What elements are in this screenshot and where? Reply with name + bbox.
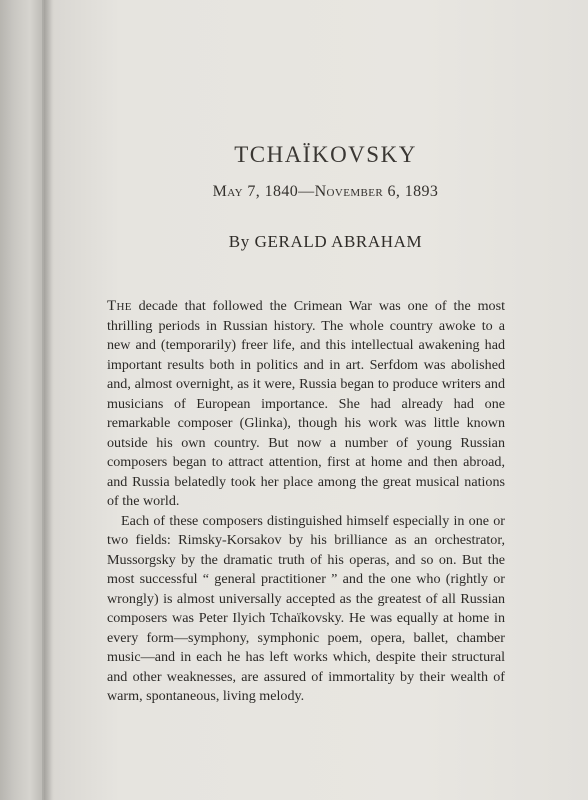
book-page	[48, 0, 588, 800]
paragraph-text: Each of these composers distinguished himself especially in one or two fields: Rimsky-Korsakov by his brilliance as an orchestrator, Mussorgsky by the dramatic truth of his operas, and so on. But the most successful “ general practitioner ” and the one who (rightly or wrongly) is almost universally accepted as the greatest of all Russian composers was Peter Ilyich Tchaïkovsky. He was equally at home in every form—symphony, symphonic poem, opera, ballet, chamber music—and in each he has left works which, despite their structural and other weaknesses, are assured of immortality by their wealth of warm, spontaneous, living melody.	[107, 512, 505, 704]
paragraph-2	[107, 512, 505, 707]
article-body	[107, 297, 505, 707]
paragraph-lead-word: The	[107, 298, 132, 314]
article-byline: By GERALD ABRAHAM	[228, 232, 423, 251]
paragraph-1	[107, 297, 505, 512]
paragraph-text: decade that followed the Crimean War was one of the most thrilling periods in Russian history. The whole country awoke to a new and (temporarily) freer life, and this intellectual awakening had important results both in politics and in art. Serfdom was abolished and, almost overnight, as it were, Russia began to produce writers and musicians of European importance. She had already had one remarkable composer (Glinka), though his work was little known outside his own country. But now a number of young Russian composers began to attract attention, first at home and then abroad, and Russia belatedly took her place among the great musical nations of the world.	[107, 298, 505, 509]
article-title: TCHAÏKOVSKY	[234, 142, 417, 167]
article-dates: May 7, 1840—November 6, 1893	[212, 183, 439, 200]
